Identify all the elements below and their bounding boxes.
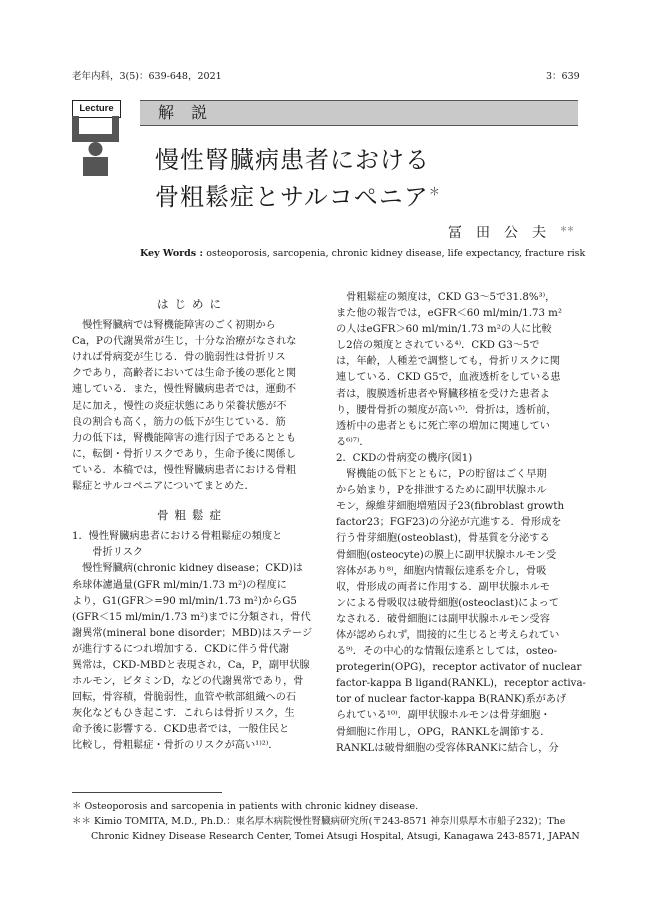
text-line: 灰化などもひき起こす．これらは骨折リスク，生 [72,708,295,720]
right-column [336,290,586,757]
section-banner [140,100,578,126]
heading-osteoporosis: 骨粗鬆症 [157,508,227,523]
text-line: 慢性腎臓病(chronic kidney disease；CKD)は [72,563,303,575]
footnote-title: ＊ Osteoporosis and sarcopenia in patients with chronic kidney disease. [72,801,419,812]
text-line: ンによる骨吸収は破骨細胞(osteoclast)によって [336,597,559,609]
text-line: の人はeGFR＞60 ml/min/1.73 m²の人に比較 [336,324,552,336]
text-line: factor-kappa B ligand(RANKL)，receptor activa- [336,678,586,690]
subheading-line: 1．慢性腎臓病患者における骨粗鬆症の頻度と [72,531,283,543]
text-line: ければ骨病変が生じる．骨の脆弱性は骨折リス [72,352,286,364]
heading-introduction: はじめに [157,297,227,311]
text-line: 謝異常(mineral bone disorder；MBD)はステージ [72,627,313,639]
text-line: られている¹⁰⁾．副甲状腺ホルモンは骨芽細胞・ [336,710,551,722]
text-line: Ca，Pの代謝異常が生じ，十分な治療がなされな [72,336,297,348]
text-line: 収，骨形成の両者に作用する．副甲状腺ホルモ [336,581,550,593]
page-number: 3：639 [546,71,580,82]
text-line: 良の割合も高く，筋力の低下が生じている．筋 [72,416,286,428]
text-line: 骨細胞に作用し，OPG，RANKLを調節する． [336,726,551,738]
text-line: る⁶⁾⁷⁾． [336,436,370,448]
text-line: 比較し，骨粗鬆症・骨折のリスクが高い¹⁾²⁾． [72,740,279,752]
text-line: 骨粗鬆症の頻度は，CKD G3～5で31.8%³⁾， [336,292,556,303]
footnote-author: ＊＊ Kimio TOMITA, M.D., Ph.D.：東名厚木病院慢性腎臓病研究所(〒243-8571 神奈川県厚木市船子232)；The [72,816,566,827]
text-line: 力の低下は，腎機能障害の進行因子であるととも [72,432,297,444]
text-line: し2倍の頻度とされている⁴⁾．CKD G3～5で [336,340,540,352]
article-title-line2: 骨粗鬆症とサルコペニア＊ [155,183,441,211]
subheading-line: 骨折リスク [72,547,144,559]
text-line: 者は，腹膜透析患者や腎臓移植を受けた患者よ [336,388,550,400]
text-line: より，G1(GFR＞=90 ml/min/1.73 m²)からG5 [72,595,297,607]
text-line: 連している．CKD G5で，血液透析をしている患 [336,372,561,384]
author: 冨田公夫＊＊ [448,225,574,241]
text-line: は，年齢，人種差で調整しても，骨折リスクに関 [336,356,560,368]
text-line: 体が認められず，間接的に生じると考えられてい [336,629,560,641]
footnote-divider [72,792,222,793]
journal-citation: 老年内科，3(5)：639-648，2021 [72,71,222,82]
text-line: 糸球体濾過量(GFR ml/min/1.73 m²)の程度に [72,579,287,591]
text-line: protegerin(OPG)，receptor activator of nuclear [336,662,582,674]
subheading-mechanism: 2．CKDの骨病変の機序(図1) [336,452,473,464]
text-line: が進行するにつれ増加する．CKDに伴う骨代謝 [72,643,289,655]
text-line: 骨細胞(osteocyte)の膜上に副甲状腺ホルモン受 [336,549,557,561]
left-column [72,296,312,755]
text-line: tor of nuclear factor-kappa B(RANK)系があげ [336,694,567,706]
text-line: 足に加え，慢性の炎症状態にあり栄養状態が不 [72,400,287,412]
lecture-badge: Lecture [72,100,121,118]
author-footnote-mark: ＊＊ [560,225,574,233]
text-line: (GFR＜15 ml/min/1.73 m²)までに分類され，骨代 [72,611,311,623]
text-line: 腎機能の低下とともに，Pの貯留はごく早期 [336,469,547,481]
text-line: 連している．また，慢性腎臓病患者では，運動不 [72,384,297,396]
text-line: モン，線維芽細胞増殖因子23(fibroblast growth [336,501,565,513]
text-line: ている．本稿では，慢性腎臓病患者における骨粗 [72,464,297,476]
text-line: また他の報告では，eGFR＜60 ml/min/1.73 m² [336,308,562,320]
text-line: り，腰骨骨折の頻度が高い⁵⁾．骨折は，透析前， [336,404,557,416]
text-line: に，転倒・骨折リスクであり，生命予後に関係し [72,448,296,460]
text-line: 容体があり⁸⁾，細胞内情報伝達系を介し，骨吸 [336,565,547,577]
text-line: 回転，骨容積，骨脆弱性，血管や軟部組織への石 [72,692,297,704]
text-line: 行う骨芽細胞(osteoblast)，骨基質を分泌する [336,533,550,545]
text-line: る⁹⁾．その中心的な情報伝達系としては，osteo- [336,646,558,658]
lecturer-icon [72,116,122,176]
title-footnote-mark: ＊ [428,185,441,198]
text-line: なされる．破骨細胞には副甲状腺ホルモン受容 [336,613,550,625]
text-line: factor23；FGF23)の分泌が亢進する．骨形成を [336,517,562,529]
text-line: 透析中の患者ともに死亡率の増加に関連してい [336,420,550,432]
text-line: クであり，高齢者においては生命予後の悪化と関 [72,368,297,380]
footnote-affiliation: Chronic Kidney Disease Research Center, Tomei Atsugi Hospital, Atsugi, Kanagawa 243-8571, JAPAN [72,831,580,842]
text-line: 慢性腎臓病では腎機能障害のごく初期から [72,320,276,332]
text-line: 命予後に影響する．CKD患者では，一般住民と [72,724,290,736]
keywords: Key Words : osteoporosis, sarcopenia, chronic kidney disease, life expectancy, fracture risk [140,248,586,259]
text-line: から始まり，Pを排泄するために副甲状腺ホル [336,485,547,497]
text-line: 異常は，CKD-MBDと表現され，Ca，P，副甲状腺 [72,659,310,671]
text-line: RANKLは破骨細胞の受容体RANKに結合し，分 [336,742,559,754]
section-label: 解 説 [158,103,214,122]
text-line: 鬆症とサルコペニアについてまとめた． [72,481,255,493]
article-title-line1: 慢性腎臓病患者における [155,146,430,174]
text-line: ホルモン，ビタミンD，などの代謝異常であり，骨 [72,676,304,688]
